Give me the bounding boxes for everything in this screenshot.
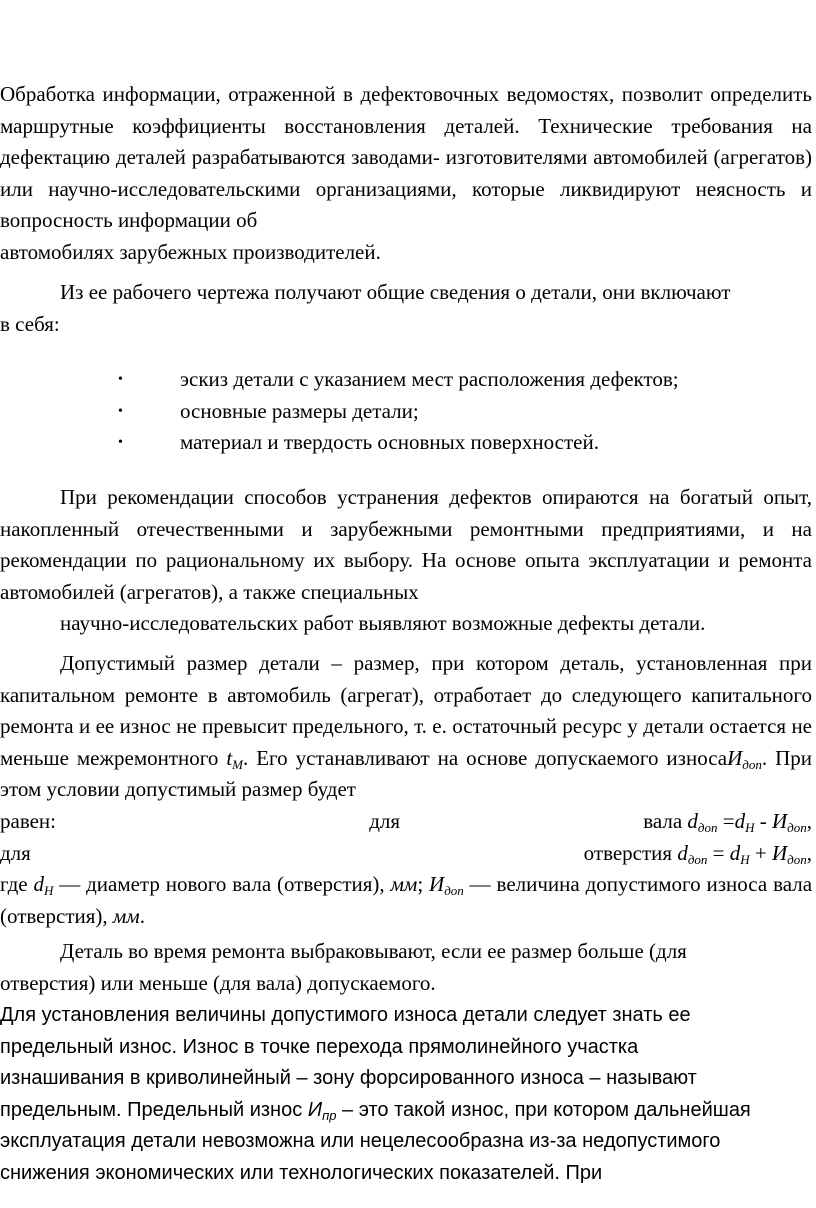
- t-subscript: М: [232, 756, 244, 772]
- p6-line-4: [0, 1095, 812, 1127]
- p1-line-4: изготовителями автомобилей (агрегатов) или научно-исследовательскими: [0, 145, 812, 201]
- p6-line-6: снижения экономических или технологических показателей. При: [0, 1161, 603, 1184]
- list-item-text: эскиз детали с указанием мест расположения дефектов;: [180, 367, 679, 391]
- d-symbol: d: [734, 808, 746, 833]
- p3-line-1: При рекомендации способов устранения дефектов опираются на богатый: [60, 485, 753, 509]
- equals-sign: =: [717, 808, 735, 833]
- semicolon: ;: [417, 872, 430, 897]
- p4-line-5a: основе допускаемого износа: [466, 745, 728, 770]
- comma: ,: [806, 808, 812, 833]
- dop-subscript: доп: [742, 756, 762, 772]
- list-item: [0, 396, 812, 428]
- wear-symbol: И: [307, 1098, 323, 1121]
- p3-line-3: предприятиями, и на рекомендации по рациональному их выбору. На основе: [0, 516, 812, 573]
- p4-line-7-left: для: [0, 840, 31, 865]
- minus-sign: -: [754, 808, 772, 833]
- list-item: [0, 364, 812, 396]
- p4-line-6-left: равен:: [0, 808, 57, 833]
- formula-hole-row: [0, 838, 812, 870]
- wear-symbol: И: [772, 840, 788, 865]
- p4-line-8b: — диаметр нового вала (отверстия),: [53, 872, 391, 897]
- bullet-icon: •: [118, 403, 123, 419]
- paragraph-2: [0, 277, 812, 340]
- p1-line-1: Обработка информации, отраженной в дефектовочных ведомостях, позволит: [0, 82, 703, 106]
- paragraph-3: [0, 482, 812, 640]
- hole-label: отверстия: [583, 840, 678, 865]
- pr-subscript: пр: [322, 1107, 337, 1123]
- p4-line-3: капитального ремонта и ее износ не превысит предельного, т. е. остаточный: [0, 682, 813, 739]
- dop-subscript: доп: [787, 819, 807, 835]
- p6-line-1: Для установления величины допустимого износа детали следует знать ее: [0, 1004, 691, 1026]
- paragraph-6: [0, 1000, 812, 1189]
- p4-line-4a: ресурс у детали остается не меньше межремонтного: [0, 714, 813, 770]
- unit-mm: мм: [112, 903, 140, 928]
- h-subscript: Н: [740, 851, 750, 867]
- p6-line-4b: – это такой износ, при котором дальнейшая: [336, 1098, 751, 1121]
- p1-line-5: организациями, которые ликвидируют неясность и вопросность информации об: [0, 176, 813, 233]
- p4-line-1: Допустимый размер детали – размер, при котором деталь, установленная: [60, 651, 768, 675]
- d-symbol: d: [677, 840, 688, 865]
- d-symbol: d: [33, 872, 44, 897]
- formula-hole: [584, 838, 812, 870]
- p4-line-9a: износа вала (отверстия),: [0, 872, 813, 928]
- dop-subscript: доп: [687, 851, 708, 867]
- period: .: [139, 903, 145, 928]
- p4-line-5b: . При этом условии допустимый размер будет: [0, 745, 812, 802]
- comma: ,: [806, 840, 812, 865]
- p4-line-8a: где: [0, 872, 34, 897]
- p6-line-2: предельный износ. Износ в точке перехода прямолинейного участка: [0, 1035, 639, 1058]
- p1-line-2: определить маршрутные коэффициенты восстановления деталей.: [0, 82, 813, 138]
- list-item-text: основные размеры детали;: [180, 398, 419, 423]
- d-symbol: d: [729, 840, 741, 865]
- h-subscript: Н: [745, 819, 755, 835]
- p5-line-1: Деталь во время ремонта выбраковывают, если ее размер больше (для: [60, 939, 687, 963]
- list-item: [0, 427, 812, 459]
- wear-symbol: И: [727, 745, 743, 770]
- p4-line-4b: . Его устанавливают на: [243, 745, 459, 770]
- p3-line-4: опыта эксплуатации и ремонта автомобилей (агрегатов), а также специальных: [0, 548, 813, 604]
- p4-line-2: при капитальном ремонте в автомобиль (агрегат), отработает до следующего: [0, 651, 812, 707]
- list-item-text: материал и твердость основных поверхностей.: [180, 430, 599, 455]
- wear-symbol: И: [771, 808, 788, 833]
- paragraph-5: [0, 936, 812, 999]
- formula-shaft-row: [0, 806, 812, 838]
- dop-subscript: доп: [697, 819, 718, 835]
- equals-sign: =: [707, 840, 730, 865]
- p4-line-8c: — величина допустимого: [463, 872, 701, 897]
- wear-symbol: И: [429, 872, 445, 897]
- p6-line-4a: предельным. Предельный износ: [0, 1098, 308, 1121]
- plus-sign: +: [749, 840, 772, 865]
- p2-line-1: Из ее рабочего чертежа получают общие сведения о детали, они включают: [60, 280, 731, 304]
- formula-shaft: [643, 806, 812, 838]
- unit-mm: мм: [390, 872, 418, 897]
- paragraph-4: [0, 648, 812, 932]
- paragraph-1: [0, 79, 812, 269]
- bullet-icon: •: [118, 372, 123, 387]
- p6-line-3: изнашивания в криволинейный – зону форсированного износа – называют: [0, 1067, 697, 1089]
- p3-line-5: научно-исследовательских работ выявляют возможные дефекты детали.: [60, 611, 706, 636]
- p6-line-5: эксплуатация детали невозможна или нецелесообразна из-за недопустимого: [0, 1130, 721, 1152]
- p2-line-2: в себя:: [0, 311, 60, 336]
- p5-line-2: отверстия) или меньше (для вала) допускаемого.: [0, 970, 436, 995]
- p1-line-6: автомобилях зарубежных производителей.: [0, 239, 381, 264]
- p3-line-2: опыт, накопленный отечественными и зарубежными ремонтными: [0, 485, 813, 541]
- dop-subscript: доп: [444, 883, 464, 899]
- p4-lines-8-9: [0, 869, 812, 932]
- h-subscript: Н: [43, 883, 54, 899]
- bullet-icon: •: [118, 435, 123, 451]
- d-symbol: d: [687, 808, 698, 833]
- dop-subscript: доп: [787, 851, 807, 867]
- bullet-list: [0, 364, 812, 459]
- p4-lines-1-5: [0, 648, 812, 806]
- p1-line-3: Технические требования на дефектацию деталей разрабатываются заводами-: [0, 113, 812, 170]
- t-symbol: t: [226, 745, 233, 770]
- shaft-label: вала: [643, 808, 688, 833]
- p4-line-6-mid: для: [369, 808, 401, 833]
